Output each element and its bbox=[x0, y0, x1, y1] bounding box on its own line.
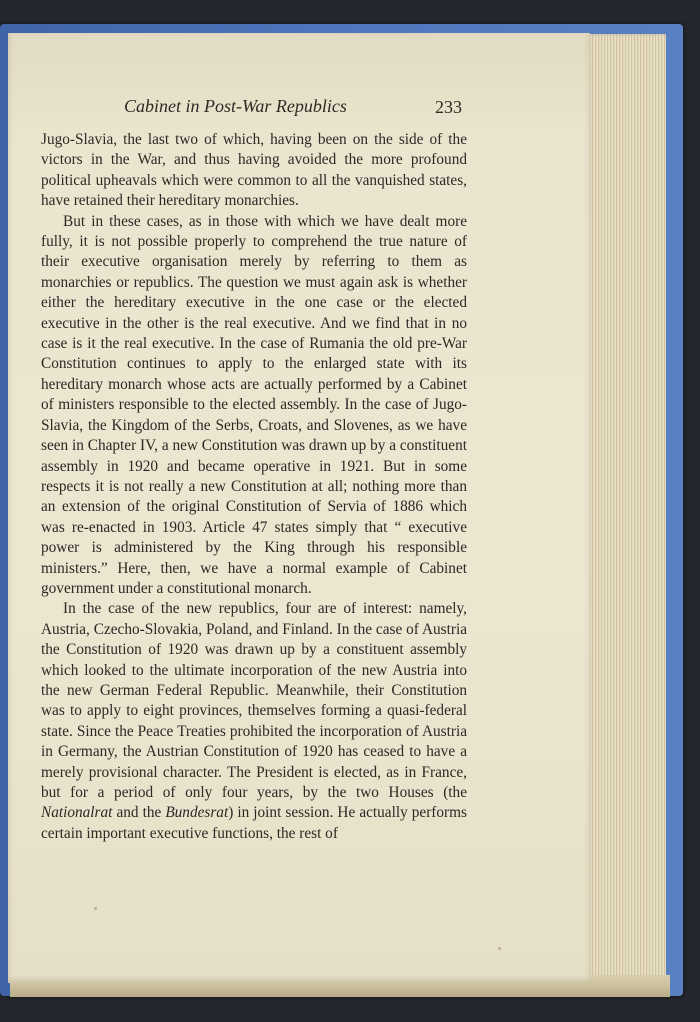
paragraph-3 bbox=[41, 599, 467, 844]
italic-term-bundesrat: Bundesrat bbox=[165, 804, 229, 822]
body-text bbox=[41, 130, 467, 844]
paragraph-3-text-c: ) in joint session. He actually performs certain important executive functions, the rest of bbox=[41, 804, 467, 842]
page-edges bbox=[588, 34, 666, 984]
italic-term-nationalrat: Nationalrat bbox=[41, 804, 113, 822]
running-head bbox=[124, 96, 464, 120]
paper-speck bbox=[498, 947, 501, 950]
paragraph-2: But in these cases, as in those with which we have dealt more fully, it is not possible properly to comprehend the true nature of their executive organisation merely by referring to them as monarchies or republics. The question we must again ask is whether either the hereditary executive in the one case or the elected executive in the other is the real executive. And we find that in no case is it the real executive. In the case of Rumania the old pre-War Constitution continues to apply to the enlarged state with its hereditary monarch whose acts are actually performed by a Cabinet of ministers responsible to the elected assembly. In the case of Jugo-Slavia, the Kingdom of the Serbs, Croats, and Slovenes, as we have seen in Chapter IV, a new Constitution was drawn up by a constituent assembly in 1920 and became operative in 1921. But in some respects it is not really a new Constitution at all; nothing more than an extension of the original Constitution of Servia of 1886 which was re-enacted in 1903. Article 47 states simply that “ executive power is administered by the King through his responsible ministers.” Here, then, we have a normal example of Cabinet government under a constitutional monarch. bbox=[41, 212, 467, 597]
running-title: Cabinet in Post-War Republics bbox=[124, 96, 347, 116]
paragraph-3-text-a: In the case of the new republics, four are of interest: namely, Austria, Czecho-Slovakia, Poland, and Finland. In the case of Austria the Constitution of 1920 was drawn up by a constituent assembly which looked to the ultimate incorporation of the new Austria into the new German Federal Republic. Meanwhile, their Constitution was to apply to eight provinces, themselves forming a quasi-federal state. Since the Peace Treaties prohibited the incorporation of Austria in Germany, the Austrian Constitution of 1920 has ceased to have a merely provisional character. The President is elected, as in France, but for a period of only four years, by the two Houses (the bbox=[41, 600, 467, 801]
paragraph-3-text-b: and the bbox=[112, 804, 166, 822]
page-number: 233 bbox=[435, 97, 462, 117]
paragraph-1: Jugo-Slavia, the last two of which, having been on the side of the victors in the War, and thus having avoided the more profound political upheavals which were common to all the vanquished states, have retained their hereditary monarchies. bbox=[41, 131, 467, 210]
paper-speck bbox=[94, 907, 97, 910]
